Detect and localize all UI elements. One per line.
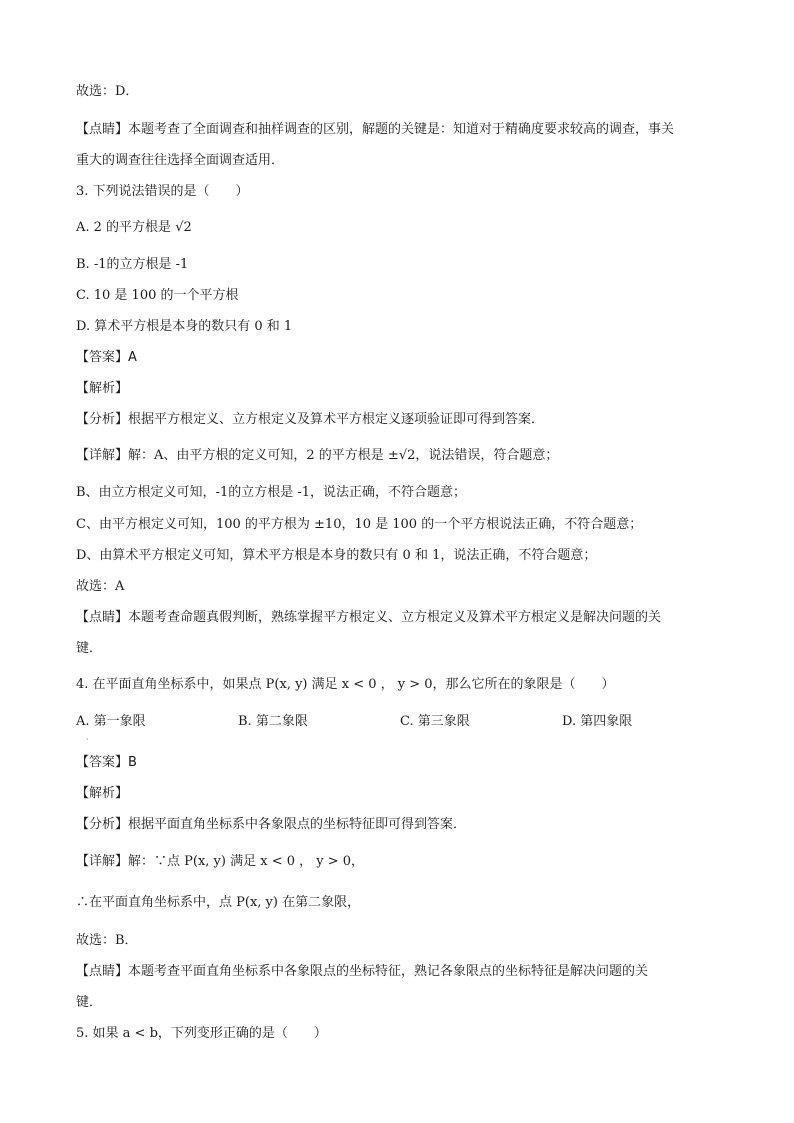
comment-line: 键． [76,641,103,656]
comment-line: 【点睛】本题考查命题真假判断，熟练掌握平方根定义、立方根定义及算术平方根定义是解决问题的关 [76,610,662,625]
comment-line: 【点睛】本题考查平面直角坐标系中各象限点的坐标特征，熟记各象限点的坐标特征是解决问题的关 [76,964,649,979]
analysis-heading: 【解析】 [76,381,129,396]
question-4-answer: 【答案】B [76,755,137,770]
question-3-option-a: A. 2 的平方根是 √2 [76,220,192,235]
answer-choice-text: 故选：B． [76,933,138,948]
question-4-option-b: B. 第二象限 [238,714,308,729]
detail-line: ∴在平面直角坐标系中，点 P(x, y) 在第二象限， [76,895,361,910]
analysis-heading: 【解析】 [76,786,129,801]
question-4-options [76,713,734,731]
question-3-option-d: D. 算术平方根是本身的数只有 0 和 1 [76,319,293,334]
question-3-title: 3. 下列说法错误的是（ ） [76,184,249,199]
question-3-answer: 【答案】A [76,350,137,365]
detail-line: C、由平方根定义可知，100 的平方根为 ±10，10 是 100 的一个平方根说法正确，不符合题意； [76,517,643,532]
question-5-title: 5. 如果 a < b，下列变形正确的是（ ） [76,1026,327,1041]
analysis-line: 【分析】根据平方根定义、立方根定义及算术平方根定义逐项验证即可得到答案． [76,412,545,427]
detail-line: 【详解】解：A、由平方根的定义可知，2 的平方根是 ±√2，说法错误，符合题意； [76,448,559,463]
comment-line: 键． [76,995,103,1010]
detail-line: B、由立方根定义可知，-1的立方根是 -1，说法正确，不符合题意； [76,485,467,500]
detail-line: D、由算术平方根定义可知，算术平方根是本身的数只有 0 和 1，说法正确，不符合题意； [76,548,597,563]
question-4-title: 4. 在平面直角坐标系中，如果点 P(x, y) 满足 x < 0 ， y > 0，那么它所在的象限是（ ） [76,677,615,692]
analysis-line: 【分析】根据平面直角坐标系中各象限点的坐标特征即可得到答案． [76,817,467,832]
answer-choice-text: 故选：A [76,579,125,594]
question-4-option-d: D. 第四象限 [562,714,633,729]
comment-line: 重大的调查往往选择全面调查适用． [76,153,285,168]
question-4-option-c: C. 第三象限 [400,714,470,729]
stray-mark: · [86,735,89,744]
detail-line: 【详解】解：∵点 P(x, y) 满足 x < 0 ， y > 0， [76,854,365,869]
question-3-option-b: B. -1的立方根是 -1 [76,257,189,272]
comment-line: 【点睛】本题考查了全面调查和抽样调查的区别，解题的关键是：知道对于精确度要求较高的调查，事关 [76,122,675,137]
question-3-option-c: C. 10 是 100 的一个平方根 [76,288,239,303]
answer-choice-text: 故选：D． [76,84,139,99]
question-4-option-a: A. 第一象限 [76,714,146,729]
